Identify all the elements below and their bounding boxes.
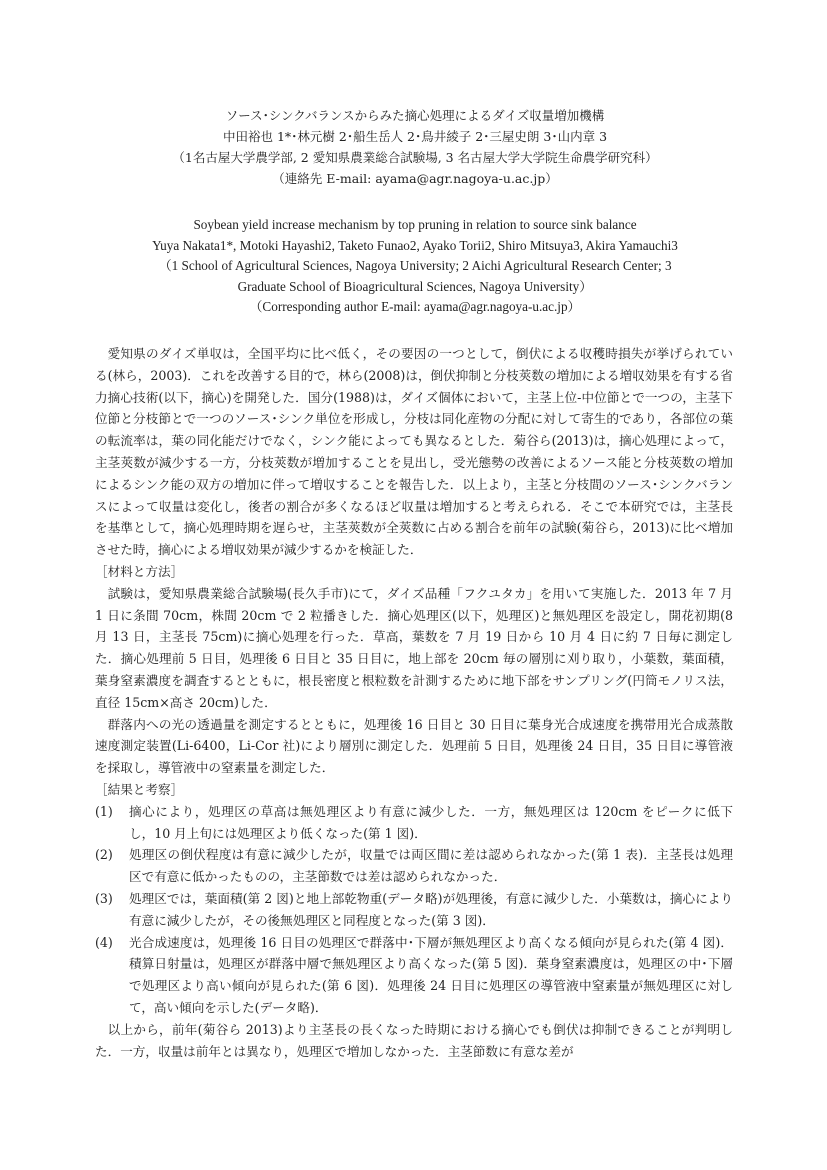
result-item-text: 処理区では，葉面積(第 2 図)と地上部乾物重(データ略)が処理後，有意に減少した．小葉数は，摘心により有意に減少したが，その後無処理区と同程度となった(第 3 図)． <box>129 890 733 928</box>
result-item <box>95 801 733 845</box>
methods-paragraph-1: 試験は，愛知県農業総合試験場(長久手市)にて，ダイズ品種「フクユタカ」を用いて実施した．2013 年 7 月 1 日に条間 70cm，株間 20cm で 2 粒播きした．摘心処理区(以下，処理区)と無処理区を設定し，開花初期(8 月 13 日，主茎長 75cm)に摘心処理を行った．草高，葉数を 7 月 19 日から 10 月 4 日に約 7 日毎に測定した．摘心処理前 5 日目，処理後 6 日目と 35 日目に，地上部を 20cm 毎の層別に刈り取り，小葉数，葉面積，葉身窒素濃度を調査するとともに，根長密度と根粒数を計測するために地下部をサンプリング(円筒モノリス法，直径 15cm×高さ 20cm)した． <box>95 585 733 710</box>
result-item-number: (3) <box>95 890 113 906</box>
conclusion-paragraph: 以上から，前年(菊谷ら 2013)より主茎長の長くなった時期における摘心でも倒伏は抑制できることが判明した．一方，収量は前年とは異なり，処理区で増加しなかった．主茎節数に有意な差が <box>95 1021 733 1059</box>
result-item-number: (4) <box>95 934 113 950</box>
result-item-number: (2) <box>95 847 113 863</box>
result-item-text: 光合成速度は，処理後 16 日目の処理区で群落中･下層が無処理区より高くなる傾向が見られた(第 4 図)．積算日射量は，処理区が群落中層で無処理区より高くなった(第 5 図)．葉身窒素濃度は，処理区の中･下層で処理区より高い傾向が見られた(第 6 図)．処理後 24 日目に処理区の導管液中窒素量が無処理区に対して，高い傾向を示した(データ略)． <box>129 934 733 1015</box>
body-text <box>95 343 733 1062</box>
en-authors: Yuya Nakata1*, Motoki Hayashi2, Taketo Funao2, Ayako Torii2, Shiro Mitsuya3, Akira Yamauchi3 <box>152 237 678 253</box>
en-contact: （Corresponding author E-mail: ayama@agr.nagoya-u.ac.jp） <box>249 299 581 314</box>
jp-affiliations: （1名古屋大学農学部, 2 愛知県農業総合試験場, 3 名古屋大学大学院生命農学研究科） <box>172 150 658 165</box>
result-item-text: 摘心により，処理区の草高は無処理区より有意に減少した．一方，無処理区は 120cm をピークに低下し，10 月上旬には処理区より低くなった(第 1 図)． <box>129 803 733 841</box>
jp-authors: 中田裕也 1*･林元樹 2･船生岳人 2･鳥井綾子 2･三屋史朗 3･山内章 3 <box>222 129 608 144</box>
methods-paragraph-2: 群落内への光の透過量を測定するとともに，処理後 16 日目と 30 日目に葉身光合成速度を携帯用光合成蒸散速度測定装置(Li-6400，Li-Cor 社)により層別に測定した．処理前 5 日目，処理後 24 日目，35 日目に導管液を採取し，導管液中の窒素量を測定した． <box>95 716 733 776</box>
intro-paragraph: 愛知県のダイズ単収は，全国平均に比べ低く，その要因の一つとして，倒伏による収穫時損失が挙げられている(林ら，2003)．これを改善する目的で，林ら(2008)は，倒伏抑制と分枝莢数の増加による増収効果を有する省力摘心技術(以下，摘心)を開発した．国分(1988)は，ダイズ個体において，主茎上位-中位節とで一つの，主茎下位節と分枝節とで一つのソース･シンク単位を形成し，分枝は同化産物の分配に対して寄生的であり，各部位の葉の転流率は，葉の同化能だけでなく，シンク能によっても異なるとした．菊谷ら(2013)は，摘心処理によって，主茎莢数が減少する一方，分枝莢数が増加することを見出し，受光態勢の改善によるソース能と分枝莢数の増加によるシンク能の双方の増加に伴って増収することを報告した．以上より，主茎と分枝間のソース･シンクバランスによって収量は変化し，後者の割合が多くなるほど収量は増加すると考えられる．そこで本研究では，主茎長を基準として，摘心処理時期を遅らせ，主茎莢数が全莢数に占める割合を前年の試験(菊谷ら，2013)に比べ増加させた時，摘心による増収効果が減少するかを検証した． <box>95 346 733 558</box>
result-item-number: (1) <box>95 803 113 819</box>
en-affiliations-line1: （1 School of Agricultural Sciences, Nagoya University; 2 Aichi Agricultural Research Center; 3 <box>158 258 672 273</box>
result-item <box>95 888 733 932</box>
japanese-header <box>95 105 735 189</box>
result-item-text: 処理区の倒伏程度は有意に減少したが，収量では両区間に差は認められなかった(第 1 表)．主茎長は処理区で有意に低かったものの，主茎節数では差は認められなかった． <box>129 847 733 885</box>
result-item <box>95 844 733 888</box>
en-affiliations-line2: Graduate School of Bioagricultural Sciences, Nagoya University） <box>237 278 593 294</box>
result-item <box>95 932 733 1019</box>
jp-title: ソース･シンクバランスからみた摘心処理によるダイズ収量増加機構 <box>225 108 605 123</box>
english-header <box>95 215 735 318</box>
jp-contact: （連絡先 E-mail: ayama@agr.nagoya-u.ac.jp） <box>272 171 558 186</box>
en-title: Soybean yield increase mechanism by top pruning in relation to source sink balance <box>193 217 637 232</box>
methods-heading: ［材料と方法］ <box>95 563 184 579</box>
results-heading: ［結果と考察］ <box>95 781 184 797</box>
